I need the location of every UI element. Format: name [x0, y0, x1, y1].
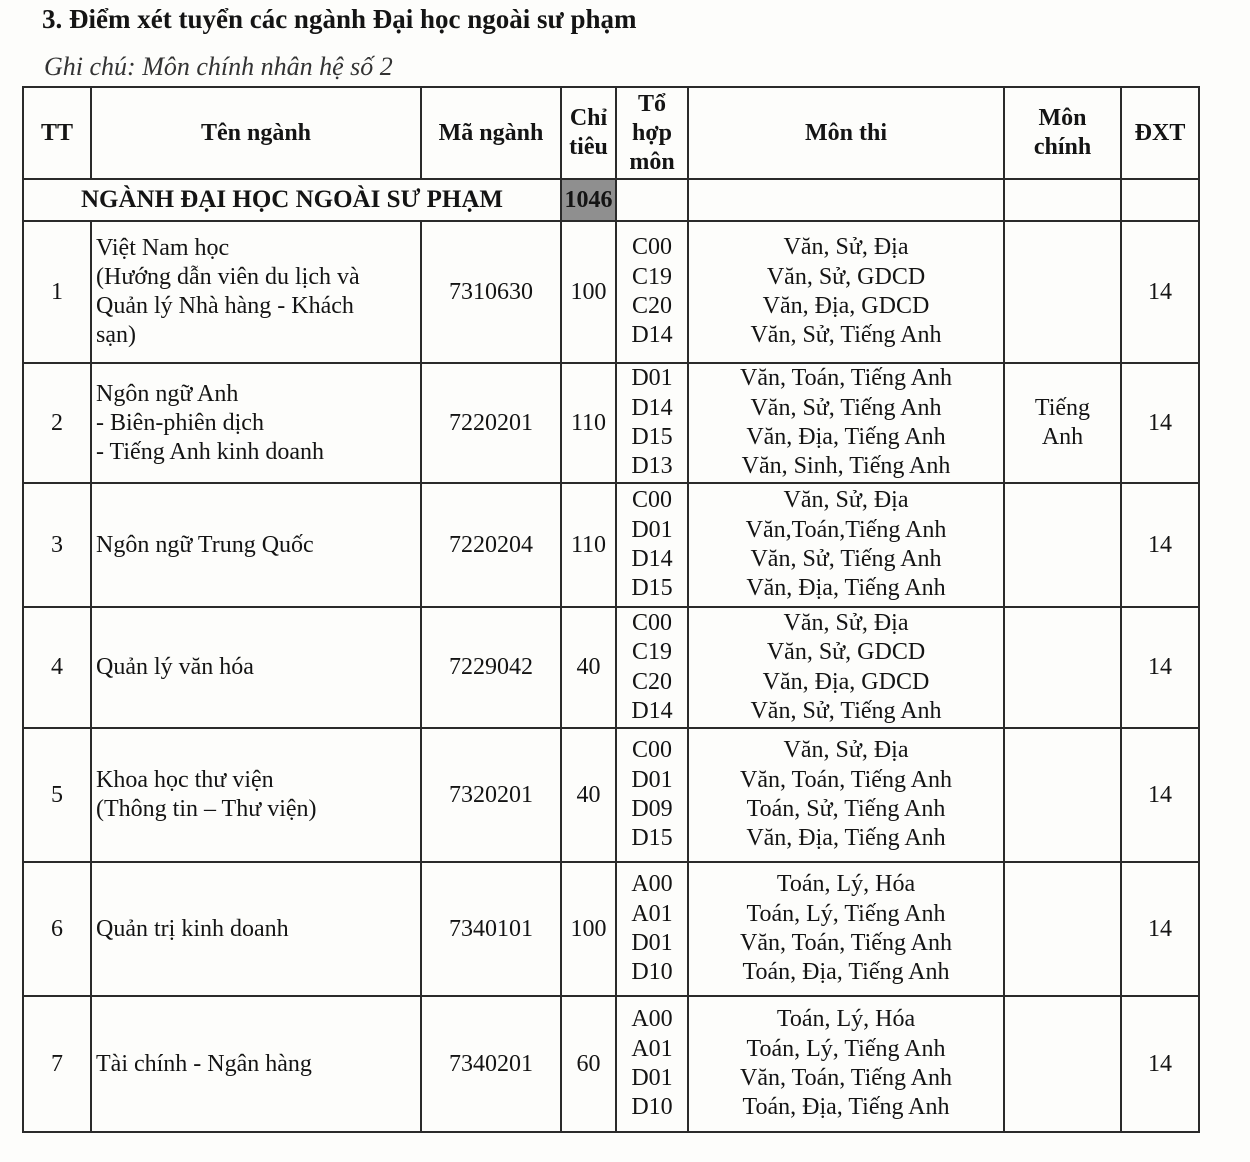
table-row — [23, 221, 1199, 363]
combo-code: D10 — [631, 1094, 673, 1121]
table-header-row — [23, 87, 1199, 179]
subject-line: Toán, Lý, Hóa — [776, 871, 916, 898]
subject-line: Văn, Toán, Tiếng Anh — [740, 930, 952, 956]
combo-code: D14 — [631, 697, 673, 724]
main-subject-line: Anh — [1041, 424, 1084, 450]
combo-code: C00 — [631, 487, 672, 514]
subject-line: Toán, Địa, Tiếng Anh — [742, 1094, 950, 1121]
table-row — [23, 862, 1199, 996]
subject-line: Văn, Sử, GDCD — [766, 639, 926, 666]
combo-code: D01 — [631, 930, 673, 956]
row-name-line: (Thông tin – Thư viện) — [96, 796, 317, 822]
combo-code: C20 — [631, 668, 672, 695]
combo-code: A00 — [631, 871, 673, 898]
row-name — [91, 363, 421, 483]
subject-line: Văn, Địa, GDCD — [762, 668, 930, 695]
row-quota: 100 — [561, 862, 616, 996]
subject-line: Văn, Toán, Tiếng Anh — [740, 1065, 952, 1091]
header-to-hop-line: Tổ — [637, 90, 666, 117]
header-chi-tieu-line: Chỉ — [569, 105, 608, 131]
section-total: 1046 — [561, 179, 616, 221]
row-quota: 110 — [561, 363, 616, 483]
combo-code: D14 — [631, 322, 673, 349]
combo-code: C20 — [631, 293, 672, 319]
row-name — [91, 221, 421, 363]
row-combos — [616, 996, 688, 1132]
header-to-hop-line: môn — [629, 148, 675, 175]
table-row — [23, 996, 1199, 1132]
subject-line: Toán, Địa, Tiếng Anh — [742, 959, 950, 986]
row-code: 7340201 — [421, 996, 561, 1132]
row-tt: 1 — [23, 221, 91, 363]
header-mon-chinh — [1004, 87, 1121, 179]
row-main-subject — [1004, 607, 1121, 728]
row-subjects — [688, 607, 1004, 728]
combo-code: D14 — [631, 546, 673, 572]
note-text: Ghi chú: Môn chính nhân hệ số 2 — [44, 52, 393, 81]
header-chi-tieu-line: tiêu — [569, 134, 608, 160]
section-row — [23, 179, 1199, 221]
header-tt: TT — [23, 87, 91, 179]
row-code: 7220201 — [421, 363, 561, 483]
row-dxt: 14 — [1121, 483, 1199, 607]
row-name-line: Việt Nam học — [96, 235, 230, 261]
combo-code: D09 — [631, 796, 673, 822]
row-name-line: Quản trị kinh doanh — [96, 915, 289, 942]
row-name-line: - Biên-phiên dịch — [96, 409, 264, 436]
combo-code: D01 — [631, 516, 673, 543]
subject-line: Văn, Địa, Tiếng Anh — [746, 575, 946, 602]
row-tt: 7 — [23, 996, 91, 1132]
admission-table — [22, 86, 1200, 1133]
row-subjects — [688, 221, 1004, 363]
empty-cell — [616, 179, 688, 221]
row-code: 7310630 — [421, 221, 561, 363]
header-mon-chinh-line: Môn — [1038, 105, 1087, 131]
combo-code: C00 — [631, 234, 672, 261]
subject-line: Văn, Sử, Tiếng Anh — [750, 394, 942, 421]
row-tt: 3 — [23, 483, 91, 607]
subject-line: Văn, Sử, GDCD — [766, 263, 926, 290]
row-name-line: Quản lý văn hóa — [96, 654, 254, 680]
section-heading: 3. Điểm xét tuyển các ngành Đại học ngoài sư phạm — [42, 4, 637, 34]
header-to-hop — [616, 87, 688, 179]
subject-line: Văn, Sử, Địa — [783, 234, 909, 261]
row-name — [91, 483, 421, 607]
row-quota: 40 — [561, 728, 616, 862]
row-tt: 4 — [23, 607, 91, 728]
row-name-line: Tài chính - Ngân hàng — [96, 1050, 312, 1077]
subject-line: Văn, Sử, Địa — [783, 487, 909, 514]
table-body — [23, 87, 1199, 1132]
row-dxt: 14 — [1121, 996, 1199, 1132]
empty-cell — [1121, 179, 1199, 221]
row-name-line: Ngôn ngữ Trung Quốc — [96, 531, 314, 558]
combo-code: A01 — [631, 900, 673, 927]
row-quota: 100 — [561, 221, 616, 363]
combo-code: C00 — [631, 737, 672, 764]
combo-code: D14 — [631, 394, 673, 421]
table-row — [23, 363, 1199, 483]
row-combos — [616, 221, 688, 363]
row-name-line: (Hướng dẫn viên du lịch và — [96, 264, 360, 290]
combo-code: A01 — [631, 1035, 673, 1062]
subject-line: Văn, Sinh, Tiếng Anh — [741, 453, 951, 480]
empty-cell — [688, 179, 1004, 221]
header-ten-nganh: Tên ngành — [91, 87, 421, 179]
header-to-hop-line: hợp — [632, 119, 672, 146]
row-tt: 2 — [23, 363, 91, 483]
combo-code: D01 — [631, 766, 673, 793]
table-row — [23, 728, 1199, 862]
header-mon-thi: Môn thi — [688, 87, 1004, 179]
row-main-subject — [1004, 728, 1121, 862]
subject-line: Văn, Sử, Tiếng Anh — [750, 546, 942, 572]
row-dxt: 14 — [1121, 862, 1199, 996]
combo-code: A00 — [631, 1006, 673, 1033]
row-main-subject — [1004, 363, 1121, 483]
row-subjects — [688, 996, 1004, 1132]
subject-line: Văn,Toán,Tiếng Anh — [745, 516, 947, 543]
row-dxt: 14 — [1121, 221, 1199, 363]
combo-code: D10 — [631, 959, 673, 986]
section-label: NGÀNH ĐẠI HỌC NGOÀI SƯ PHẠM — [23, 179, 561, 221]
main-subject-line: Tiếng — [1034, 394, 1091, 421]
subject-line: Toán, Lý, Tiếng Anh — [746, 900, 946, 927]
row-code: 7220204 — [421, 483, 561, 607]
row-name — [91, 996, 421, 1132]
header-chi-tieu — [561, 87, 616, 179]
row-code: 7229042 — [421, 607, 561, 728]
row-quota: 60 — [561, 996, 616, 1132]
header-mon-chinh-line: chính — [1033, 134, 1092, 160]
row-name-line: Quản lý Nhà hàng - Khách — [96, 293, 354, 319]
subject-line: Toán, Sử, Tiếng Anh — [746, 796, 946, 822]
row-main-subject — [1004, 483, 1121, 607]
subject-line: Văn, Địa, Tiếng Anh — [746, 424, 946, 450]
combo-code: D15 — [631, 575, 673, 602]
subject-line: Văn, Sử, Tiếng Anh — [750, 697, 942, 724]
row-combos — [616, 483, 688, 607]
row-name-line: sạn) — [96, 322, 136, 348]
combo-code: D13 — [631, 453, 673, 480]
row-dxt: 14 — [1121, 363, 1199, 483]
combo-code: C19 — [631, 639, 672, 666]
row-quota: 110 — [561, 483, 616, 607]
row-dxt: 14 — [1121, 607, 1199, 728]
combo-code: D01 — [631, 1065, 673, 1091]
row-code: 7320201 — [421, 728, 561, 862]
subject-line: Toán, Lý, Tiếng Anh — [746, 1035, 946, 1062]
combo-code: C19 — [631, 263, 672, 290]
row-subjects — [688, 363, 1004, 483]
combo-code: D15 — [631, 825, 673, 852]
row-name-line: Ngôn ngữ Anh — [96, 380, 239, 407]
row-name-line: - Tiếng Anh kinh doanh — [96, 438, 325, 465]
row-combos — [616, 607, 688, 728]
subject-line: Văn, Địa, GDCD — [762, 293, 930, 319]
row-quota: 40 — [561, 607, 616, 728]
row-dxt: 14 — [1121, 728, 1199, 862]
combo-code: C00 — [631, 609, 672, 636]
row-tt: 5 — [23, 728, 91, 862]
row-main-subject — [1004, 996, 1121, 1132]
subject-line: Văn, Toán, Tiếng Anh — [740, 365, 952, 392]
subject-line: Văn, Toán, Tiếng Anh — [740, 766, 952, 793]
empty-cell — [1004, 179, 1121, 221]
row-subjects — [688, 483, 1004, 607]
row-subjects — [688, 862, 1004, 996]
row-name-line: Khoa học thư viện — [96, 767, 274, 793]
subject-line: Văn, Địa, Tiếng Anh — [746, 825, 946, 852]
row-main-subject — [1004, 221, 1121, 363]
subject-line: Văn, Sử, Địa — [783, 737, 909, 764]
row-name — [91, 728, 421, 862]
row-name — [91, 862, 421, 996]
row-tt: 6 — [23, 862, 91, 996]
row-code: 7340101 — [421, 862, 561, 996]
table-row — [23, 483, 1199, 607]
header-ma-nganh: Mã ngành — [421, 87, 561, 179]
row-combos — [616, 728, 688, 862]
row-main-subject — [1004, 862, 1121, 996]
table-row — [23, 607, 1199, 728]
combo-code: D15 — [631, 424, 673, 450]
row-subjects — [688, 728, 1004, 862]
combo-code: D01 — [631, 365, 673, 392]
subject-line: Toán, Lý, Hóa — [776, 1006, 916, 1033]
header-dxt: ĐXT — [1121, 87, 1199, 179]
subject-line: Văn, Sử, Địa — [783, 609, 909, 636]
row-name — [91, 607, 421, 728]
row-combos — [616, 862, 688, 996]
row-combos — [616, 363, 688, 483]
subject-line: Văn, Sử, Tiếng Anh — [750, 322, 942, 349]
